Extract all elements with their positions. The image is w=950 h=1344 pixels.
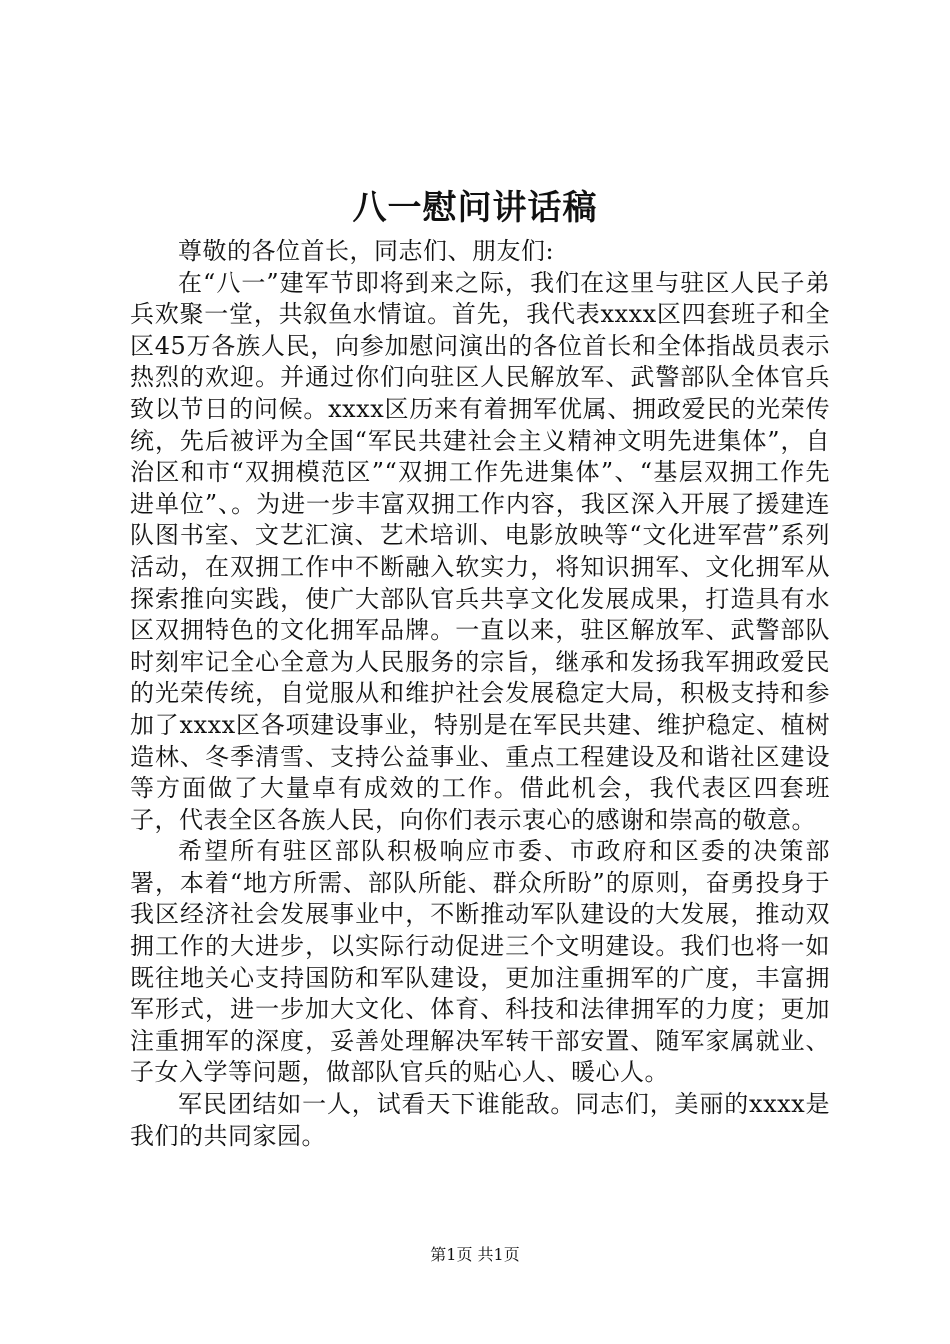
salutation: 尊敬的各位首长，同志们、朋友们:: [178, 237, 555, 265]
page-footer: 第1页 共1页: [430, 1245, 520, 1264]
paragraph-1: 在“八一”建军节即将到来之际，我们在这里与驻区人民子弟兵欢聚一堂，共叙鱼水情谊。首先，我代表xxxx区四套班子和全区45万各族人民，向参加慰问演出的各位首长和全体指战员表示热烈的欢迎。并通过你们向驻区人民解放军、武警部队全体官兵致以节日的问候。xxxx区历来有着拥军优属、拥政爱民的光荣传统，先后被评为全国“军民共建社会主义精神文明先进集体”，自治区和市“双拥模范区”“双拥工作先进集体”、“基层双拥工作先进单位”、。为进一步丰富双拥工作内容，我区深入开展了援建连队图书室、文艺汇演、艺术培训、电影放映等“文化进军营”系列活动，在双拥工作中不断融入软实力，将知识拥军、文化拥军从探索推向实践，使广大部队官兵共享文化发展成果，打造具有水区双拥特色的文化拥军品牌。一直以来，驻区解放军、武警部队时刻牢记全心全意为人民服务的宗旨，继承和发扬我军拥政爱民的光荣传统，自觉服从和维护社会发展稳定大局，积极支持和参加了xxxx区各项建设事业，特别是在军民共建、维护稳定、植树造林、冬季清雪、支持公益事业、重点工程建设及和谐社区建设等方面做了大量卓有成效的工作。借此机会，我代表区四套班子，代表全区各族人民，向你们表示衷心的感谢和崇高的敬意。: [130, 268, 830, 834]
document-title: 八一慰问讲话稿: [352, 188, 598, 228]
paragraph-2: 希望所有驻区部队积极响应市委、市政府和区委的决策部署，本着“地方所需、部队所能、群众所盼”的原则，奋勇投身于我区经济社会发展事业中，不断推动军队建设的大发展，推动双拥工作的大进步，以实际行动促进三个文明建设。我们也将一如既往地关心支持国防和军队建设，更加注重拥军的广度，丰富拥军形式，进一步加大文化、体育、科技和法律拥军的力度；更加注重拥军的深度，妥善处理解决军转干部安置、随军家属就业、子女入学等问题，做部队官兵的贴心人、暖心人。: [130, 837, 830, 1087]
document-body: [130, 236, 830, 1152]
paragraph-3: 军民团结如一人，试看天下谁能敌。同志们，美丽的xxxx是我们的共同家园。: [130, 1090, 830, 1150]
